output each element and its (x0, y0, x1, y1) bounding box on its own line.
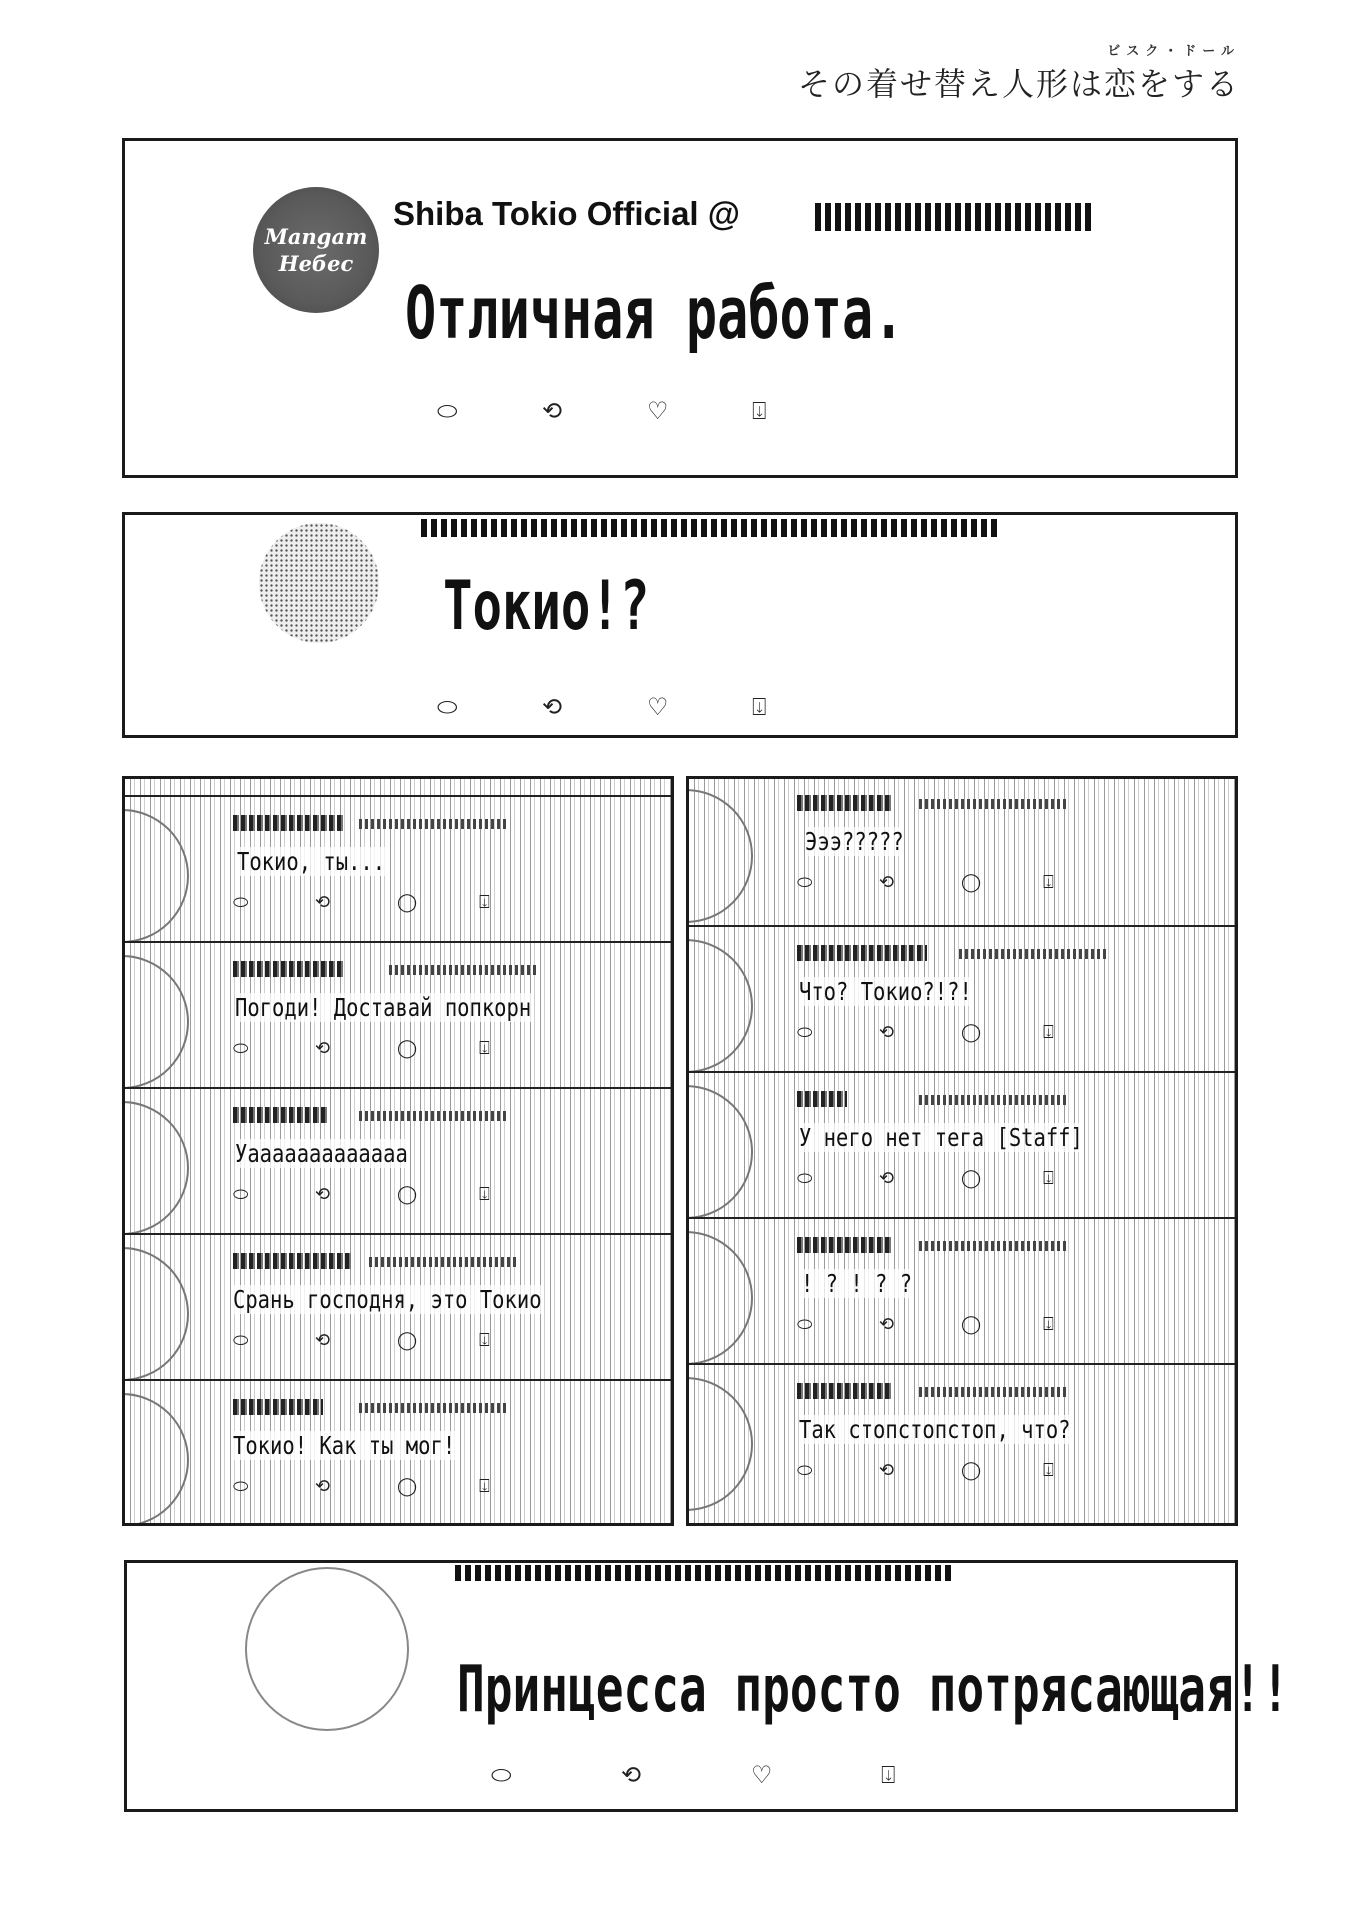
comment-actions (233, 1476, 561, 1497)
redacted-name (233, 1107, 329, 1123)
repost-icon[interactable]: ⟲ (315, 892, 331, 913)
like-icon[interactable]: ◯ (961, 1168, 982, 1189)
like-icon[interactable]: ♡ (647, 397, 669, 425)
official-avatar[interactable] (253, 187, 379, 313)
post-official (122, 138, 1238, 478)
post1-actions (437, 397, 857, 425)
redacted-name (797, 1383, 893, 1399)
reply-icon[interactable]: ⬭ (233, 892, 249, 913)
like-icon[interactable]: ◯ (961, 872, 982, 893)
reply-icon[interactable]: ⬭ (797, 1022, 813, 1043)
comment-item[interactable] (125, 941, 671, 1089)
reply-icon[interactable]: ⬭ (797, 1314, 813, 1335)
comment-actions (233, 1038, 561, 1059)
comment-avatar (686, 1231, 753, 1365)
comment-item[interactable] (125, 795, 671, 943)
reply-message: Токио!? (443, 567, 650, 646)
share-icon[interactable]: ⍗ (1043, 1022, 1054, 1043)
comment-actions (233, 1184, 561, 1205)
series-title (798, 40, 1240, 105)
share-icon[interactable]: ⍗ (1043, 1168, 1054, 1189)
comment-avatar (122, 1393, 189, 1526)
princess-message: Принцесса просто потрясающая!! (457, 1653, 1290, 1727)
redacted-username (455, 1565, 955, 1581)
like-icon[interactable]: ◯ (397, 1476, 418, 1497)
comment-text: Эээ????? (805, 827, 904, 856)
comment-item[interactable] (689, 1363, 1235, 1525)
repost-icon[interactable]: ⟲ (315, 1038, 331, 1059)
repost-icon[interactable]: ⟲ (315, 1184, 331, 1205)
like-icon[interactable]: ◯ (397, 1184, 418, 1205)
redacted-name (233, 1253, 353, 1269)
comment-text: Уааааааааааааа (235, 1139, 408, 1168)
official-handle[interactable]: Shiba Tokio Official @ (393, 195, 740, 232)
share-icon[interactable]: ⍗ (1043, 1314, 1054, 1335)
redacted-meta (919, 1241, 1069, 1251)
comment-avatar (686, 939, 753, 1073)
comment-avatar (686, 1085, 753, 1219)
post-reply (122, 512, 1238, 738)
like-icon[interactable]: ◯ (397, 1330, 418, 1351)
like-icon[interactable]: ◯ (961, 1460, 982, 1481)
repost-icon[interactable]: ⟲ (315, 1476, 331, 1497)
comment-item[interactable] (689, 777, 1235, 925)
comment-item[interactable] (689, 1217, 1235, 1365)
princess-avatar[interactable] (245, 1567, 409, 1731)
comment-avatar (686, 1377, 753, 1511)
comment-text: ! ? ! ? ? (801, 1269, 913, 1298)
share-icon[interactable]: ⍗ (752, 397, 767, 425)
redacted-meta (389, 965, 539, 975)
share-icon[interactable]: ⍗ (881, 1761, 896, 1789)
repost-icon[interactable]: ⟲ (542, 397, 563, 425)
redacted-meta (919, 799, 1069, 809)
share-icon[interactable]: ⍗ (479, 1038, 490, 1059)
reply-icon[interactable]: ⬭ (437, 693, 458, 721)
comment-text: У него нет тега [Staff] (799, 1123, 1083, 1152)
comment-actions (797, 1314, 1125, 1335)
reply-icon[interactable]: ⬭ (797, 1460, 813, 1481)
repost-icon[interactable]: ⟲ (879, 1168, 895, 1189)
comment-avatar (122, 809, 189, 943)
comment-actions (797, 1168, 1125, 1189)
comment-avatar (122, 1247, 189, 1381)
like-icon[interactable]: ◯ (961, 1022, 982, 1043)
reply-icon[interactable]: ⬭ (233, 1476, 249, 1497)
comment-text: Что? Токио?!?! (799, 977, 972, 1006)
redacted-name (233, 961, 343, 977)
share-icon[interactable]: ⍗ (479, 892, 490, 913)
reply-icon[interactable]: ⬭ (797, 1168, 813, 1189)
redacted-meta (369, 1257, 519, 1267)
redacted-username (421, 519, 1001, 537)
comment-actions (233, 1330, 561, 1351)
comments-right-column (686, 776, 1238, 1526)
repost-icon[interactable]: ⟲ (315, 1330, 331, 1351)
share-icon[interactable]: ⍗ (752, 693, 767, 721)
comment-avatar (122, 955, 189, 1089)
share-icon[interactable]: ⍗ (479, 1330, 490, 1351)
reply-icon[interactable]: ⬭ (797, 872, 813, 893)
redacted-name (797, 945, 927, 961)
redacted-meta (919, 1095, 1069, 1105)
comment-item[interactable] (689, 1071, 1235, 1219)
repost-icon[interactable]: ⟲ (879, 1314, 895, 1335)
comments-left-column (122, 776, 674, 1526)
redacted-name (233, 815, 343, 831)
reply-avatar[interactable] (259, 523, 379, 643)
redacted-meta (359, 1111, 509, 1121)
redacted-name (797, 795, 893, 811)
avatar-line-1: Mangam (264, 223, 368, 249)
reply-icon[interactable]: ⬭ (233, 1184, 249, 1205)
redacted-meta (359, 1403, 509, 1413)
comment-actions (797, 1022, 1125, 1043)
comment-text: Токио, ты... (237, 847, 386, 876)
like-icon[interactable]: ◯ (397, 1038, 418, 1059)
share-icon[interactable]: ⍗ (479, 1476, 490, 1497)
share-icon[interactable]: ⍗ (479, 1184, 490, 1205)
redacted-name (797, 1091, 847, 1107)
comment-avatar (122, 1101, 189, 1235)
reply-icon[interactable]: ⬭ (233, 1330, 249, 1351)
redacted-meta (359, 819, 509, 829)
comment-actions (797, 1460, 1125, 1481)
comment-avatar (686, 789, 753, 923)
comment-text: Токио! Как ты мог! (233, 1431, 456, 1460)
repost-icon[interactable]: ⟲ (879, 1460, 895, 1481)
comment-item[interactable] (689, 925, 1235, 1073)
share-icon[interactable]: ⍗ (1043, 872, 1054, 893)
official-message: Отличная работа. (405, 271, 905, 355)
like-icon[interactable]: ♡ (647, 693, 669, 721)
reply-icon[interactable]: ⬭ (233, 1038, 249, 1059)
repost-icon[interactable]: ⟲ (542, 693, 563, 721)
comment-text: Срань господня, это Токио (233, 1285, 542, 1314)
repost-icon[interactable]: ⟲ (879, 872, 895, 893)
share-icon[interactable]: ⍗ (1043, 1460, 1054, 1481)
redacted-name (797, 1237, 893, 1253)
comment-item[interactable] (125, 1379, 671, 1526)
reply-icon[interactable]: ⬭ (491, 1761, 512, 1789)
comment-item[interactable] (125, 1087, 671, 1235)
avatar-line-2: Небес (278, 251, 354, 276)
comment-actions (233, 892, 561, 913)
redacted-meta (919, 1387, 1069, 1397)
series-title-main: その着せ替え人形は恋をする (797, 65, 1240, 103)
comment-text: Погоди! Доставай попкорн (235, 993, 532, 1022)
repost-icon[interactable]: ⟲ (879, 1022, 895, 1043)
redacted-name (233, 1399, 323, 1415)
reply-icon[interactable]: ⬭ (437, 397, 458, 425)
like-icon[interactable]: ◯ (397, 892, 418, 913)
comment-item[interactable] (125, 1233, 671, 1381)
post-princess (124, 1560, 1290, 1812)
post2-actions (437, 693, 857, 721)
post3-actions (491, 1761, 1011, 1789)
comment-actions (797, 872, 1125, 893)
comment-text: Так стопстопстоп, что? (799, 1415, 1071, 1444)
redacted-meta (959, 949, 1109, 959)
like-icon[interactable]: ◯ (961, 1314, 982, 1335)
series-title-sub: ビスク・ドール (1107, 44, 1240, 59)
redacted-handle (815, 203, 1093, 231)
like-icon[interactable]: ♡ (751, 1761, 773, 1789)
repost-icon[interactable]: ⟲ (621, 1761, 642, 1789)
